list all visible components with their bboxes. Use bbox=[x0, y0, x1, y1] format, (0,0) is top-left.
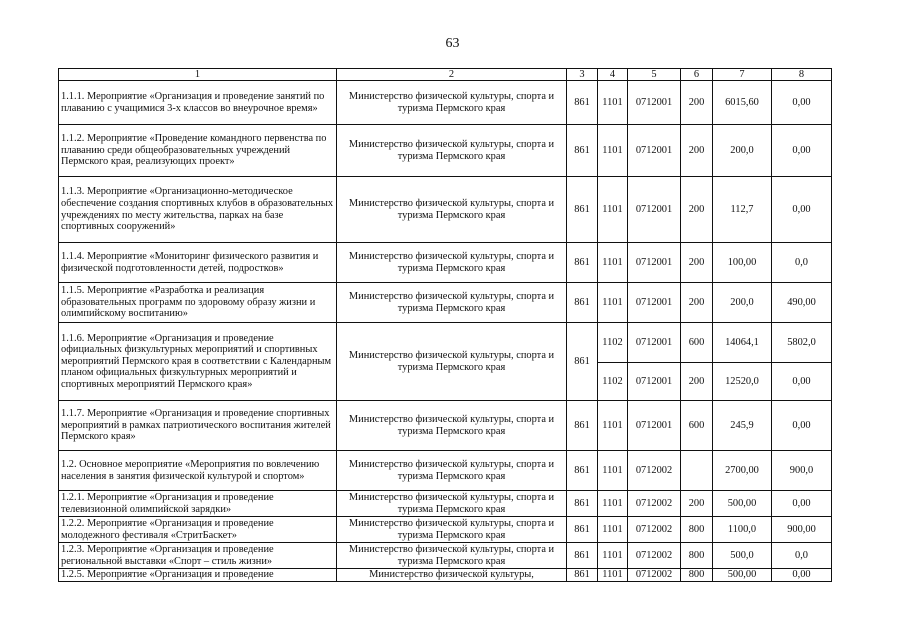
column-header: 7 bbox=[713, 69, 772, 81]
table-row bbox=[59, 323, 832, 363]
target-article-code: 0712001 bbox=[628, 243, 681, 283]
amount-col-7: 245,9 bbox=[713, 401, 772, 451]
table-row bbox=[59, 451, 832, 491]
responsible-organization: Министерство физической культуры, спорта и туризма Пермского края bbox=[337, 283, 567, 323]
section-code: 1101 bbox=[598, 491, 628, 517]
grbs-code: 861 bbox=[567, 401, 598, 451]
amount-col-7: 500,00 bbox=[713, 491, 772, 517]
expense-type-code: 200 bbox=[681, 363, 713, 401]
grbs-code: 861 bbox=[567, 177, 598, 243]
target-article-code: 0712001 bbox=[628, 125, 681, 177]
expense-type-code: 200 bbox=[681, 283, 713, 323]
column-header: 3 bbox=[567, 69, 598, 81]
section-code: 1101 bbox=[598, 451, 628, 491]
amount-col-7: 2700,00 bbox=[713, 451, 772, 491]
table-body bbox=[59, 69, 832, 582]
section-code: 1101 bbox=[598, 283, 628, 323]
table-row bbox=[59, 491, 832, 517]
expense-type-code: 600 bbox=[681, 401, 713, 451]
section-code: 1101 bbox=[598, 569, 628, 582]
amount-col-7: 1100,0 bbox=[713, 517, 772, 543]
activity-description: 1.2.1. Мероприятие «Организация и проведение телевизионной олимпийской зарядки» bbox=[59, 491, 337, 517]
amount-col-8: 0,00 bbox=[772, 491, 832, 517]
expense-type-code bbox=[681, 451, 713, 491]
grbs-code: 861 bbox=[567, 243, 598, 283]
table-row bbox=[59, 543, 832, 569]
expense-type-code: 200 bbox=[681, 243, 713, 283]
section-code: 1102 bbox=[598, 363, 628, 401]
column-header: 2 bbox=[337, 69, 567, 81]
target-article-code: 0712002 bbox=[628, 517, 681, 543]
responsible-organization: Министерство физической культуры, спорта и туризма Пермского края bbox=[337, 323, 567, 401]
target-article-code: 0712002 bbox=[628, 451, 681, 491]
amount-col-8: 0,00 bbox=[772, 177, 832, 243]
grbs-code: 861 bbox=[567, 283, 598, 323]
responsible-organization: Министерство физической культуры, спорта и туризма Пермского края bbox=[337, 401, 567, 451]
amount-col-8: 900,00 bbox=[772, 517, 832, 543]
table-row bbox=[59, 125, 832, 177]
column-header: 5 bbox=[628, 69, 681, 81]
table-row bbox=[59, 283, 832, 323]
column-header: 8 bbox=[772, 69, 832, 81]
expense-type-code: 200 bbox=[681, 81, 713, 125]
amount-col-8: 0,00 bbox=[772, 81, 832, 125]
section-code: 1101 bbox=[598, 243, 628, 283]
table-row bbox=[59, 517, 832, 543]
activity-description: 1.2.2. Мероприятие «Организация и проведение молодежного фестиваля «СтритБаскет» bbox=[59, 517, 337, 543]
amount-col-7: 14064,1 bbox=[713, 323, 772, 363]
grbs-code: 861 bbox=[567, 81, 598, 125]
activity-description: 1.1.2. Мероприятие «Проведение командного первенства по плаванию среди общеобразовательных учреждений Пермского края, реализующих проект» bbox=[59, 125, 337, 177]
budget-table bbox=[58, 68, 832, 582]
responsible-organization: Министерство физической культуры, спорта и туризма Пермского края bbox=[337, 243, 567, 283]
amount-col-7: 100,00 bbox=[713, 243, 772, 283]
target-article-code: 0712002 bbox=[628, 543, 681, 569]
header-row bbox=[59, 69, 832, 81]
amount-col-7: 200,0 bbox=[713, 125, 772, 177]
expense-type-code: 800 bbox=[681, 569, 713, 582]
responsible-organization: Министерство физической культуры, спорта и туризма Пермского края bbox=[337, 125, 567, 177]
responsible-organization: Министерство физической культуры, спорта и туризма Пермского края bbox=[337, 451, 567, 491]
expense-type-code: 800 bbox=[681, 543, 713, 569]
amount-col-8: 0,00 bbox=[772, 363, 832, 401]
table-row bbox=[59, 401, 832, 451]
grbs-code: 861 bbox=[567, 491, 598, 517]
responsible-organization: Министерство физической культуры, bbox=[337, 569, 567, 582]
expense-type-code: 600 bbox=[681, 323, 713, 363]
amount-col-8: 0,0 bbox=[772, 243, 832, 283]
activity-description: 1.1.5. Мероприятие «Разработка и реализация образовательных программ по здоровому образу жизни и олимпийскому воспитанию» bbox=[59, 283, 337, 323]
amount-col-8: 0,0 bbox=[772, 543, 832, 569]
amount-col-7: 500,00 bbox=[713, 569, 772, 582]
section-code: 1101 bbox=[598, 177, 628, 243]
target-article-code: 0712001 bbox=[628, 323, 681, 363]
table-row bbox=[59, 177, 832, 243]
grbs-code: 861 bbox=[567, 125, 598, 177]
grbs-code: 861 bbox=[567, 451, 598, 491]
table-row bbox=[59, 81, 832, 125]
section-code: 1101 bbox=[598, 517, 628, 543]
amount-col-8: 5802,0 bbox=[772, 323, 832, 363]
amount-col-8: 490,00 bbox=[772, 283, 832, 323]
target-article-code: 0712002 bbox=[628, 569, 681, 582]
activity-description: 1.1.6. Мероприятие «Организация и проведение официальных физкультурных мероприятий и спортивных мероприятий Пермского края в соответствии с Календарным планом официальных физкультурных мероприятий и спортивных мероприятий Пермского края» bbox=[59, 323, 337, 401]
target-article-code: 0712001 bbox=[628, 81, 681, 125]
grbs-code: 861 bbox=[567, 517, 598, 543]
responsible-organization: Министерство физической культуры, спорта и туризма Пермского края bbox=[337, 177, 567, 243]
amount-col-8: 0,00 bbox=[772, 125, 832, 177]
section-code: 1101 bbox=[598, 543, 628, 569]
target-article-code: 0712002 bbox=[628, 491, 681, 517]
responsible-organization: Министерство физической культуры, спорта и туризма Пермского края bbox=[337, 491, 567, 517]
target-article-code: 0712001 bbox=[628, 283, 681, 323]
amount-col-7: 112,7 bbox=[713, 177, 772, 243]
target-article-code: 0712001 bbox=[628, 401, 681, 451]
activity-description: 1.1.3. Мероприятие «Организационно-методическое обеспечение создания спортивных клубов в образовательных учреждениях по месту жительства, парках на базе спортивных сооружений» bbox=[59, 177, 337, 243]
grbs-code: 861 bbox=[567, 323, 598, 401]
activity-description: 1.2. Основное мероприятие «Мероприятия по вовлечению населения в занятия физической культурой и спортом» bbox=[59, 451, 337, 491]
activity-description: 1.1.7. Мероприятие «Организация и проведение спортивных мероприятий в рамках патриотического воспитания жителей Пермского края» bbox=[59, 401, 337, 451]
section-code: 1101 bbox=[598, 81, 628, 125]
grbs-code: 861 bbox=[567, 543, 598, 569]
target-article-code: 0712001 bbox=[628, 177, 681, 243]
table-row bbox=[59, 569, 832, 582]
table-row bbox=[59, 243, 832, 283]
amount-col-7: 6015,60 bbox=[713, 81, 772, 125]
section-code: 1101 bbox=[598, 125, 628, 177]
expense-type-code: 800 bbox=[681, 517, 713, 543]
responsible-organization: Министерство физической культуры, спорта и туризма Пермского края bbox=[337, 543, 567, 569]
column-header: 1 bbox=[59, 69, 337, 81]
grbs-code: 861 bbox=[567, 569, 598, 582]
activity-description: 1.2.5. Мероприятие «Организация и проведение bbox=[59, 569, 337, 582]
column-header: 4 bbox=[598, 69, 628, 81]
activity-description: 1.1.4. Мероприятие «Мониторинг физического развития и физической подготовленности детей, подростков» bbox=[59, 243, 337, 283]
expense-type-code: 200 bbox=[681, 177, 713, 243]
page-number: 63 bbox=[445, 36, 460, 51]
section-code: 1101 bbox=[598, 401, 628, 451]
responsible-organization: Министерство физической культуры, спорта и туризма Пермского края bbox=[337, 81, 567, 125]
expense-type-code: 200 bbox=[681, 491, 713, 517]
expense-type-code: 200 bbox=[681, 125, 713, 177]
amount-col-8: 0,00 bbox=[772, 569, 832, 582]
column-header: 6 bbox=[681, 69, 713, 81]
activity-description: 1.1.1. Мероприятие «Организация и проведение занятий по плаванию с учащимися 3-х классов во внеурочное время» bbox=[59, 81, 337, 125]
amount-col-7: 12520,0 bbox=[713, 363, 772, 401]
amount-col-8: 0,00 bbox=[772, 401, 832, 451]
amount-col-7: 500,0 bbox=[713, 543, 772, 569]
activity-description: 1.2.3. Мероприятие «Организация и проведение региональной выставки «Спорт – стиль жизни» bbox=[59, 543, 337, 569]
amount-col-8: 900,0 bbox=[772, 451, 832, 491]
responsible-organization: Министерство физической культуры, спорта и туризма Пермского края bbox=[337, 517, 567, 543]
section-code: 1102 bbox=[598, 323, 628, 363]
target-article-code: 0712001 bbox=[628, 363, 681, 401]
amount-col-7: 200,0 bbox=[713, 283, 772, 323]
